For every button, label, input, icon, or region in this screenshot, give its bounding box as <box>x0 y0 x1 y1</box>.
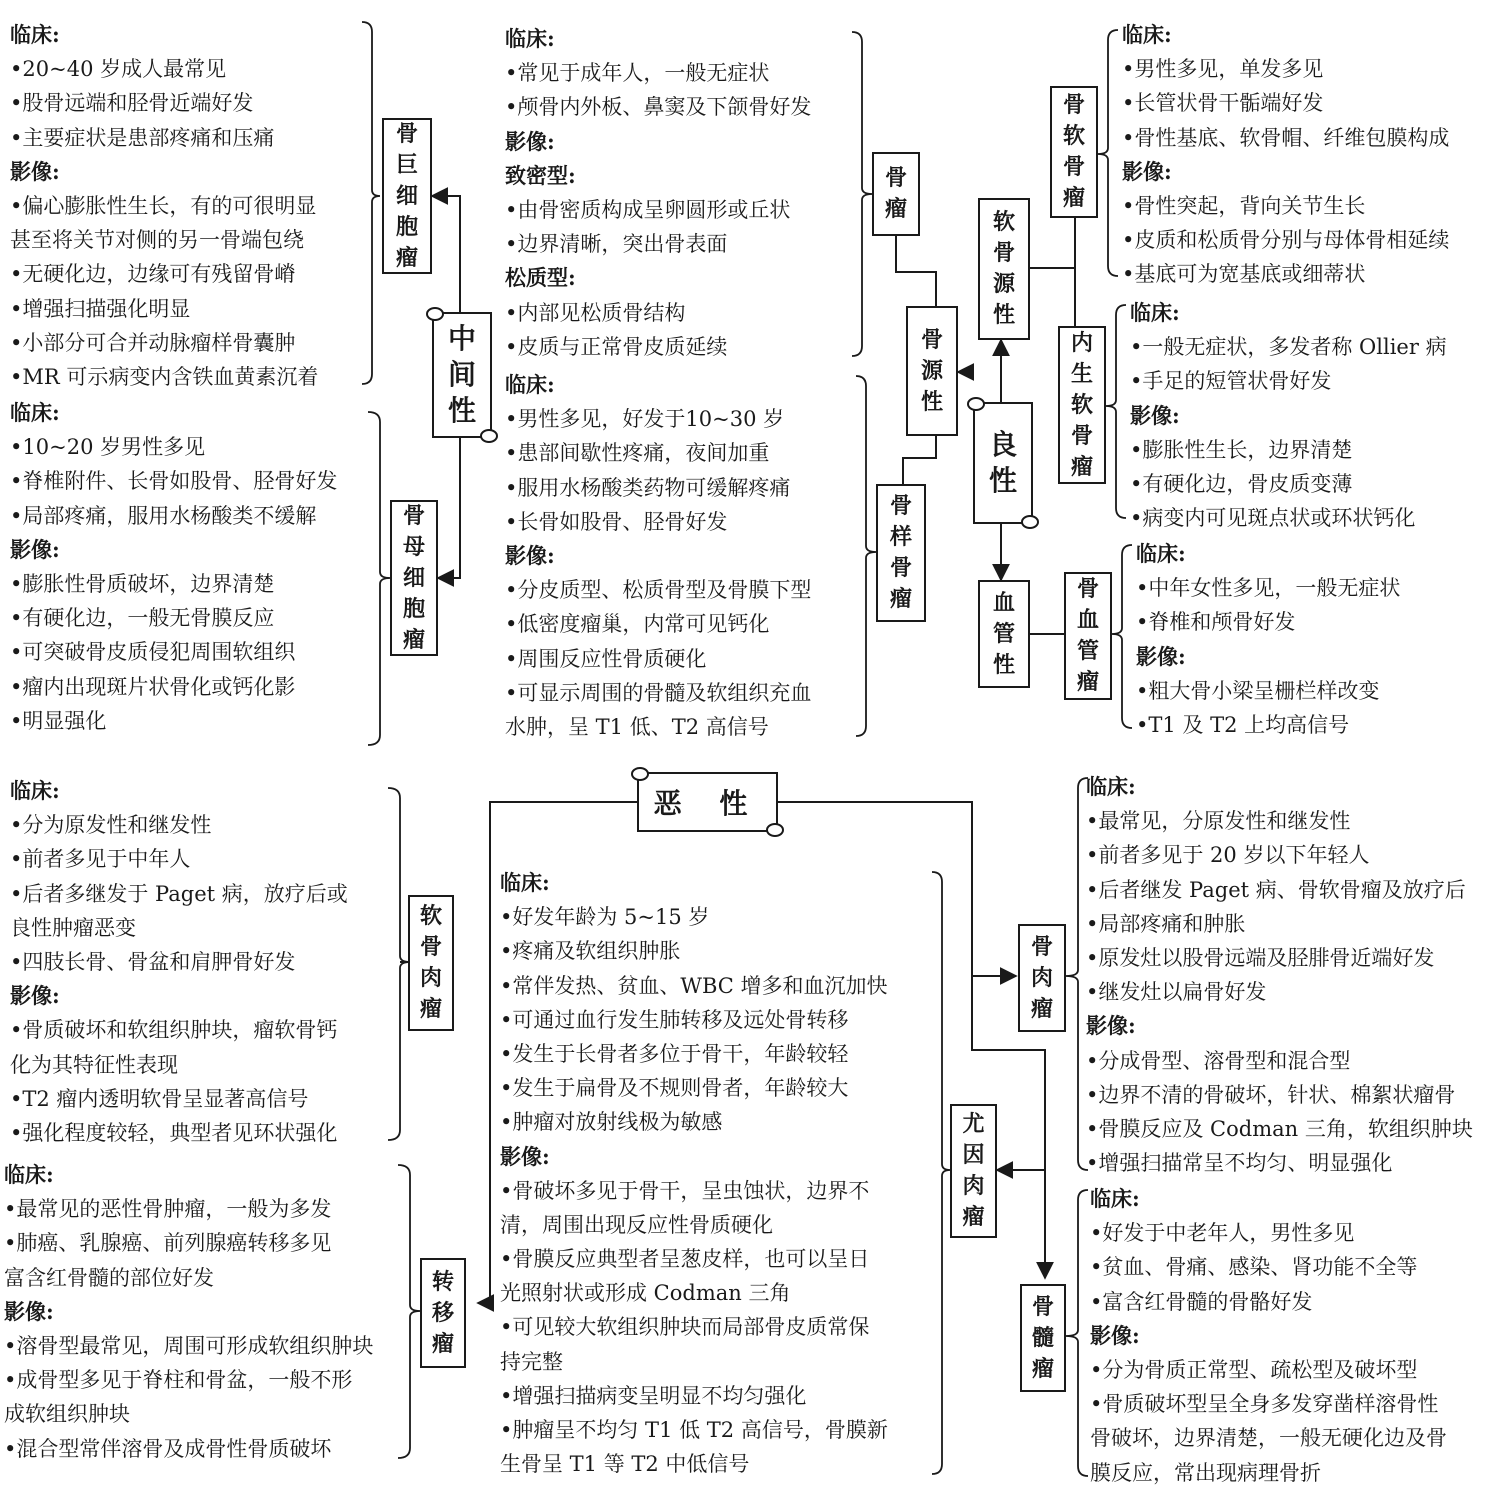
note-line: •增强扫描常呈不均匀、明显强化 <box>1086 1151 1393 1176</box>
group-vascular <box>978 580 1030 688</box>
tumor-hemangioma-label: 骨血管瘤 <box>1076 576 1099 695</box>
category-benign-label: 良性 <box>988 428 1017 497</box>
note-line: •好发于中老年人，男性多见 <box>1090 1221 1355 1246</box>
note-line: •基底可为宽基底或细蒂状 <box>1122 262 1366 287</box>
note-line: •主要症状是患部疼痛和压痛 <box>10 125 275 150</box>
note-line: •由骨密质构成呈卵圆形或丘状 <box>505 197 791 222</box>
tumor-osteochondroma-label: 骨软骨瘤 <box>1062 92 1085 211</box>
note-line: •可通过血行发生肺转移及远处骨转移 <box>500 1007 849 1032</box>
tumor-giant-cell-label: 骨巨细胞瘤 <box>395 120 418 271</box>
brace-hemangioma <box>1112 545 1132 728</box>
note-line: •疼痛及软组织肿胀 <box>500 939 681 964</box>
note-line: •局部疼痛和肿胀 <box>1086 911 1246 936</box>
note-line: •局部疼痛，服用水杨酸类不缓解 <box>10 503 317 528</box>
note-line: 化为其特征性表现 <box>10 1052 178 1077</box>
note-heading: 影像: <box>10 983 60 1009</box>
note-line: •骨质破坏和软组织肿块，瘤软骨钙 <box>10 1018 338 1043</box>
note-heading: 临床: <box>1136 541 1186 566</box>
note-heading: 致密型: <box>505 162 576 188</box>
note-line: •皮质与正常骨皮质延续 <box>505 334 728 359</box>
category-malignant <box>637 772 778 832</box>
note-line: 良性肿瘤恶变 <box>10 915 136 940</box>
note-heading: 临床: <box>10 400 60 425</box>
note-line: •贫血、骨痛、感染、肾功能不全等 <box>1090 1255 1418 1280</box>
tumor-myeloma <box>1020 1284 1066 1392</box>
note-line: •最常见，分原发性和继发性 <box>1086 809 1351 834</box>
edge-osteogenic-osteoid <box>903 436 936 484</box>
brace-metastasis <box>398 1165 420 1458</box>
note-heading: 影像: <box>505 128 555 154</box>
note-heading: 影像: <box>10 158 60 184</box>
note-line: •强化程度较轻，典型者见环状强化 <box>10 1120 338 1145</box>
brace-osteoma <box>852 32 872 356</box>
note-line: •10~20 岁男性多见 <box>10 435 206 460</box>
note-line: •骨膜反应及 Codman 三角，软组织肿块 <box>1086 1116 1473 1141</box>
note-line: •股骨远端和胫骨近端好发 <box>10 91 254 116</box>
note-line: •膨胀性骨质破坏，边界清楚 <box>10 571 275 596</box>
note-line: •成骨型多见于脊柱和骨盆，一般不形 <box>4 1368 353 1393</box>
note-heading: 临床: <box>10 778 60 803</box>
note-line: •发生于扁骨及不规则骨者，年龄较大 <box>500 1076 849 1101</box>
brace-osteochondroma <box>1098 30 1118 276</box>
notes-osteoblastoma <box>10 396 337 738</box>
edge-intermediate-giant-cell <box>432 196 460 312</box>
brace-osteoid <box>856 376 876 736</box>
note-line: 持完整 <box>500 1349 563 1374</box>
edge-chondrogenic-branches <box>1030 218 1075 268</box>
note-line: •继发灶以扁骨好发 <box>1086 980 1267 1005</box>
note-line: 生骨呈 T1 等 T2 中低信号 <box>500 1452 750 1477</box>
note-heading: 影像: <box>1130 402 1180 428</box>
notes-osteoid-osteoma <box>505 368 811 744</box>
note-line: 骨破坏，边界清楚，一般无硬化边及骨 <box>1090 1426 1447 1451</box>
edge-osteogenic-osteoma <box>896 236 936 306</box>
note-line: •分为原发性和继发性 <box>10 813 212 838</box>
note-heading: 临床: <box>1090 1186 1140 1211</box>
brace-ewing <box>932 872 950 1474</box>
note-line: •后者多继发于 Paget 病，放疗后或 <box>10 881 348 906</box>
note-line: •患部间歇性疼痛，夜间加重 <box>505 441 770 466</box>
note-line: •最常见的恶性骨肿瘤，一般为多发 <box>4 1197 332 1222</box>
notes-hemangioma <box>1136 537 1400 742</box>
note-line: •常见于成年人，一般无症状 <box>505 61 770 86</box>
brace-osteosarcoma <box>1066 778 1088 1170</box>
note-line: •分皮质型、松质骨型及骨膜下型 <box>505 578 812 603</box>
notes-osteoma <box>505 22 811 364</box>
group-chondrogenic-label: 软骨源性 <box>992 209 1015 328</box>
tumor-osteosarcoma-label: 骨肉瘤 <box>1030 933 1053 1022</box>
tumor-osteoblastoma <box>390 500 438 656</box>
note-heading: 临床: <box>505 26 555 51</box>
note-line: •MR 可示病变内含铁血黄素沉着 <box>10 364 319 389</box>
note-heading: 松质型: <box>505 265 576 291</box>
notes-osteosarcoma <box>1086 770 1473 1180</box>
note-heading: 影像: <box>1090 1322 1140 1348</box>
note-line: •常伴发热、贫血、WBC 增多和血沉加快 <box>500 973 888 998</box>
notes-giant-cell <box>10 18 318 394</box>
category-intermediate-label: 中间性 <box>447 322 476 427</box>
note-line: •长骨如股骨、胫骨好发 <box>505 509 728 534</box>
note-line: •边界清晰，突出骨表面 <box>505 232 728 257</box>
tumor-ewing <box>950 1104 997 1238</box>
note-line: •肿瘤对放射线极为敏感 <box>500 1110 723 1135</box>
tumor-osteosarcoma <box>1018 924 1066 1032</box>
note-line: •富含红骨髓的骨骼好发 <box>1090 1289 1313 1314</box>
note-line: •溶骨型最常见，周围可形成软组织肿块 <box>4 1333 374 1358</box>
tumor-ewing-label: 尤因肉瘤 <box>962 1111 985 1230</box>
tumor-chondrosarcoma-label: 软骨肉瘤 <box>419 903 442 1022</box>
note-line: 水肿，呈 T1 低、T2 高信号 <box>505 714 769 739</box>
note-line: •分为骨质正常型、疏松型及破坏型 <box>1090 1357 1418 1382</box>
note-line: •肺癌、乳腺癌、前列腺癌转移多见 <box>4 1231 332 1256</box>
note-line: •手足的短管状骨好发 <box>1130 369 1332 394</box>
tumor-osteoblastoma-label: 骨母细胞瘤 <box>402 502 425 653</box>
note-heading: 临床: <box>1130 300 1180 325</box>
group-chondrogenic <box>978 198 1030 340</box>
note-line: •脊椎和颅骨好发 <box>1136 610 1296 635</box>
note-line: •骨性基底、软骨帽、纤维包膜构成 <box>1122 125 1450 150</box>
note-line: •男性多见，单发多见 <box>1122 57 1324 82</box>
note-line: 光照射状或形成 Codman 三角 <box>500 1281 791 1306</box>
tumor-chondrosarcoma <box>408 895 454 1031</box>
note-line: •可见较大软组织肿块而局部骨皮质常保 <box>500 1315 870 1340</box>
tumor-osteoid-osteoma <box>876 484 926 622</box>
note-line: •可显示周围的骨髓及软组织充血 <box>505 680 812 705</box>
note-line: •前者多见于中年人 <box>10 847 191 872</box>
note-line: •好发年龄为 5~15 岁 <box>500 905 710 930</box>
note-line: •周围反应性骨质硬化 <box>505 646 707 671</box>
note-line: •一般无症状，多发者称 Ollier 病 <box>1130 335 1447 360</box>
notes-osteochondroma <box>1122 18 1449 292</box>
note-line: •明显强化 <box>10 708 107 733</box>
notes-chondrosarcoma <box>10 774 348 1150</box>
note-line: •增强扫描强化明显 <box>10 296 191 321</box>
note-line: •低密度瘤巢，内常可见钙化 <box>505 612 770 637</box>
note-line: •粗大骨小梁呈栅栏样改变 <box>1136 678 1380 703</box>
notes-enchondroma <box>1130 296 1447 535</box>
note-line: •肿瘤呈不均匀 T1 低 T2 高信号，骨膜新 <box>500 1418 888 1442</box>
note-line: •20~40 岁成人最常见 <box>10 57 227 82</box>
category-intermediate <box>432 312 492 438</box>
note-heading: 影像: <box>4 1298 54 1324</box>
note-heading: 影像: <box>1122 158 1172 184</box>
note-line: •内部见松质骨结构 <box>505 300 686 325</box>
note-line: •四肢长骨、骨盆和肩胛骨好发 <box>10 949 296 974</box>
group-vascular-label: 血管性 <box>992 589 1015 678</box>
brace-chondrosarcoma <box>388 788 410 1140</box>
tumor-metastasis <box>420 1258 466 1368</box>
notes-metastasis <box>4 1158 373 1466</box>
note-line: •颅骨内外板、鼻窦及下颌骨好发 <box>505 95 812 120</box>
note-line: •男性多见，好发于10~30 岁 <box>505 407 785 432</box>
note-line: 成软组织肿块 <box>4 1402 130 1427</box>
note-line: •骨质破坏型呈全身多发穿凿样溶骨性 <box>1090 1392 1439 1417</box>
note-line: •T1 及 T2 上均高信号 <box>1136 712 1350 737</box>
tumor-osteochondroma <box>1050 86 1098 218</box>
category-malignant-label: 恶 性 <box>653 787 762 820</box>
tumor-hemangioma <box>1064 572 1112 700</box>
notes-myeloma <box>1090 1182 1447 1490</box>
note-line: •边界不清的骨破坏，针状、棉絮状瘤骨 <box>1086 1082 1456 1107</box>
group-osteogenic-label: 骨源性 <box>920 326 943 415</box>
note-line: •小部分可合并动脉瘤样骨囊肿 <box>10 330 296 355</box>
note-line: •增强扫描病变呈明显不均匀强化 <box>500 1383 807 1408</box>
note-heading: 临床: <box>10 22 60 47</box>
note-line: 富含红骨髓的部位好发 <box>4 1265 214 1290</box>
note-line: •分成骨型、溶骨型和混合型 <box>1086 1048 1351 1073</box>
note-heading: 临床: <box>1086 774 1136 799</box>
note-heading: 临床: <box>4 1162 54 1187</box>
note-heading: 临床: <box>1122 22 1172 47</box>
note-heading: 影像: <box>505 542 555 568</box>
tumor-enchondroma <box>1058 326 1106 484</box>
note-line: •可突破骨皮质侵犯周围软组织 <box>10 640 296 665</box>
tumor-myeloma-label: 骨髓瘤 <box>1031 1293 1054 1382</box>
group-osteogenic <box>906 306 958 436</box>
brace-myeloma <box>1066 1190 1088 1476</box>
brace-giant-cell <box>362 22 380 384</box>
notes-ewing <box>500 866 888 1481</box>
category-benign <box>973 402 1033 524</box>
tumor-osteoma-label: 骨瘤 <box>884 165 907 222</box>
note-line: •后者继发 Paget 病、骨软骨瘤及放疗后 <box>1086 877 1466 902</box>
tumor-enchondroma-label: 内生软骨瘤 <box>1070 329 1093 480</box>
note-line: •T2 瘤内透明软骨呈显著高信号 <box>10 1086 309 1111</box>
note-line: •前者多见于 20 岁以下年轻人 <box>1086 843 1370 868</box>
note-line: 清，周围出现反应性骨质硬化 <box>500 1212 773 1237</box>
note-heading: 影像: <box>10 536 60 562</box>
note-line: •服用水杨酸类药物可缓解疼痛 <box>505 475 791 500</box>
brace-osteoblastoma <box>368 412 390 745</box>
note-line: •脊椎附件、长骨如股骨、胫骨好发 <box>10 469 338 494</box>
note-line: •中年女性多见，一般无症状 <box>1136 576 1401 601</box>
note-heading: 影像: <box>1086 1013 1136 1039</box>
note-line: •膨胀性生长，边界清楚 <box>1130 437 1353 462</box>
edge-intermediate-osteoblastoma <box>438 438 460 578</box>
note-heading: 临床: <box>500 870 550 895</box>
note-line: •发生于长骨者多位于骨干，年龄较轻 <box>500 1041 849 1066</box>
note-line: 甚至将关节对侧的另一骨端包绕 <box>10 228 304 253</box>
note-heading: 影像: <box>1136 643 1186 669</box>
note-line: •骨膜反应典型者呈葱皮样，也可以呈日 <box>500 1247 870 1272</box>
tumor-giant-cell <box>382 118 432 274</box>
note-line: •原发灶以股骨远端及胫腓骨近端好发 <box>1086 945 1435 970</box>
note-line: •皮质和松质骨分别与母体骨相延续 <box>1122 228 1450 253</box>
note-line: •有硬化边，一般无骨膜反应 <box>10 606 275 631</box>
note-line: •偏心膨胀性生长，有的可很明显 <box>10 193 317 218</box>
note-heading: 影像: <box>500 1143 550 1169</box>
note-line: •混合型常伴溶骨及成骨性骨质破坏 <box>4 1436 332 1461</box>
note-heading: 临床: <box>505 372 555 397</box>
note-line: •瘤内出现斑片状骨化或钙化影 <box>10 674 296 699</box>
tumor-metastasis-label: 转移瘤 <box>431 1268 454 1357</box>
tumor-osteoid-osteoma-label: 骨样骨瘤 <box>889 493 912 612</box>
note-line: •无硬化边，边缘可有残留骨嵴 <box>10 262 296 287</box>
note-line: 膜反应，常出现病理骨折 <box>1090 1460 1321 1485</box>
brace-enchondroma <box>1106 305 1126 518</box>
tumor-osteoma <box>872 152 920 236</box>
note-line: •有硬化边，骨皮质变薄 <box>1130 471 1353 496</box>
note-line: •骨破坏多见于骨干，呈虫蚀状，边界不 <box>500 1178 870 1203</box>
note-line: •骨性突起，背向关节生长 <box>1122 193 1366 218</box>
note-line: •病变内可见斑点状或环状钙化 <box>1130 506 1416 531</box>
note-line: •长管状骨干骺端好发 <box>1122 91 1324 116</box>
